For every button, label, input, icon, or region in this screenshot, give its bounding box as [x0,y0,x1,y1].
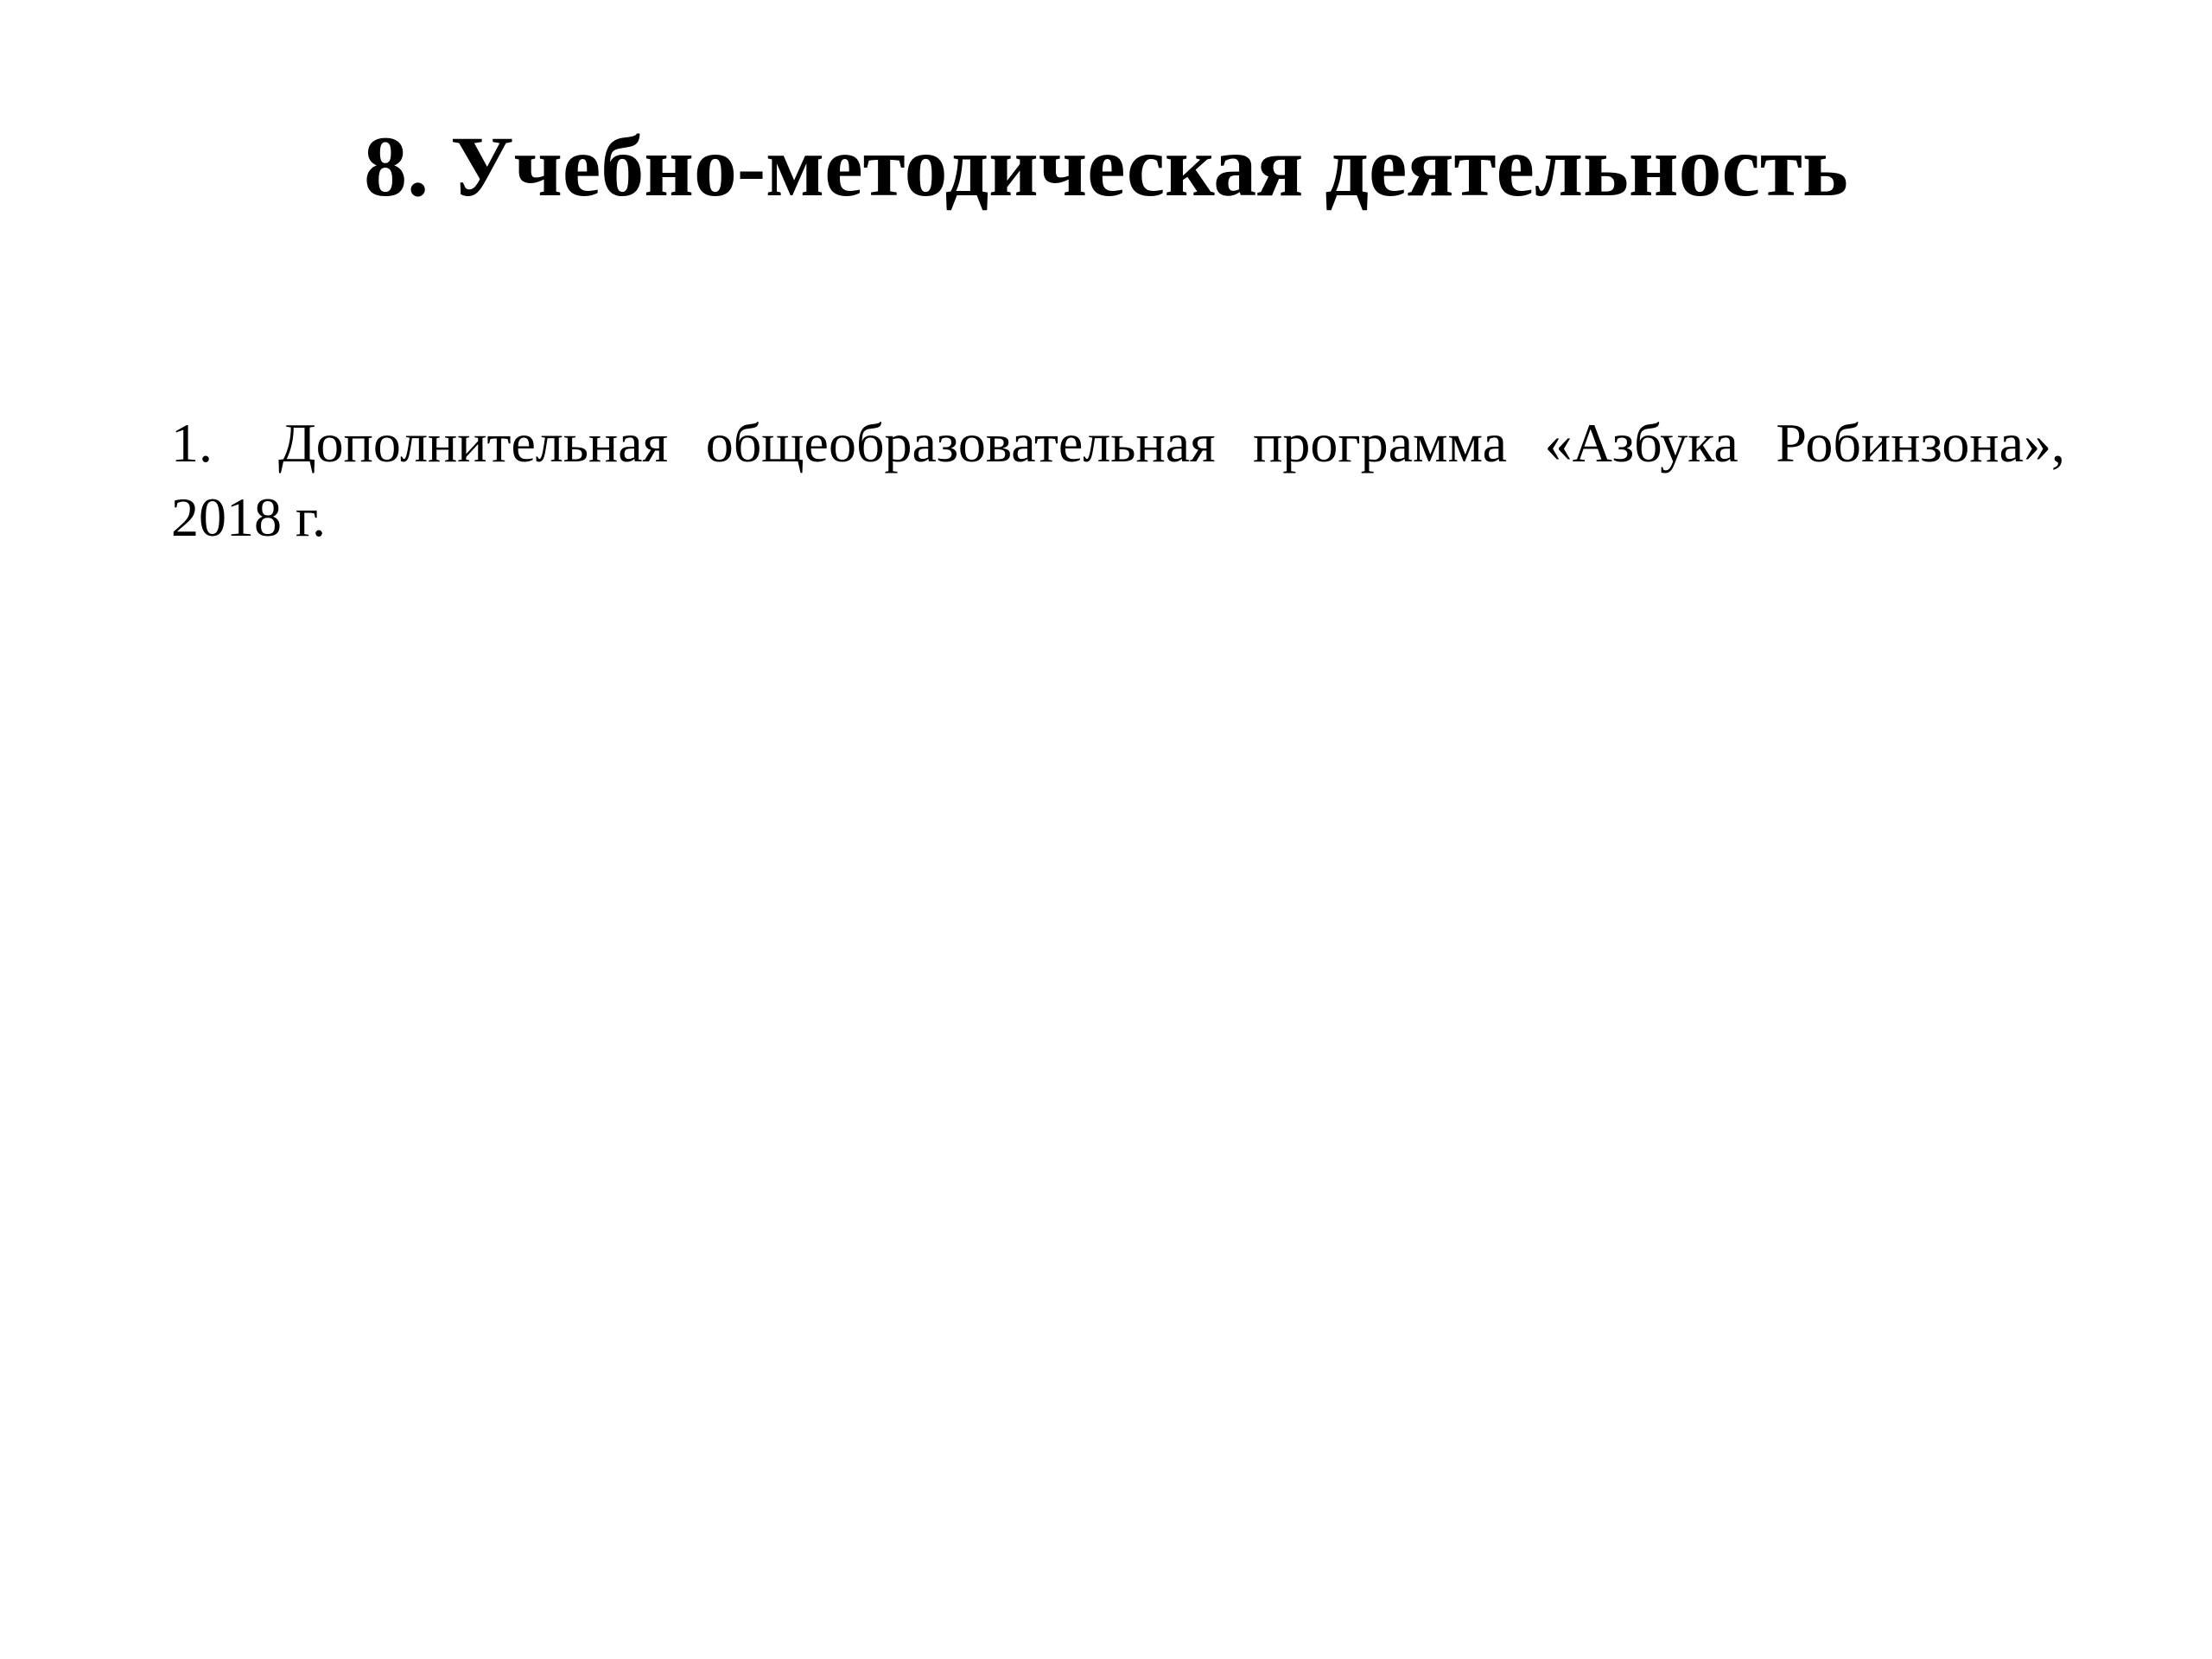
slide-body-list [171,406,2065,555]
list-item-text: Дополнительная общеобразовательная программа «Азбука Робинзона», 2018 г. [171,412,2065,548]
slide-title: 8. Учебно-методическая деятельность [364,118,1848,214]
list-item-marker: 1. [171,412,213,474]
list-item [171,406,2065,555]
